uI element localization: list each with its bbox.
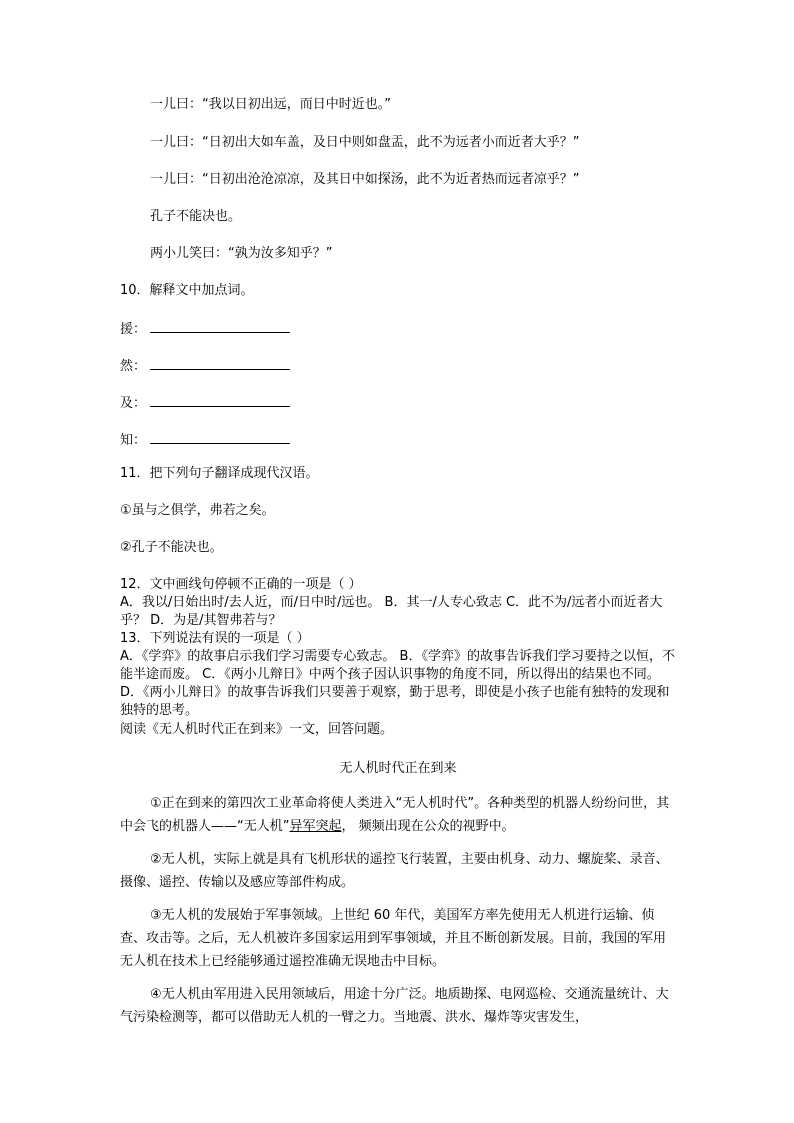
answer-label: 然：	[120, 359, 147, 374]
answer-line-2	[120, 355, 290, 376]
article-paragraph-4: ④无人机由军用进入民用领域后，用途十分广泛。地质勘探、电网巡检、交通流量统计、大气污染检测等，都可以借助无人机的一臂之力。当地震、洪水、爆炸等灾害发生，	[120, 987, 669, 1025]
reading-intro: 阅读《无人机时代正在到来》一文，回答问题。	[120, 722, 394, 737]
question-11-title: 11．把下列句子翻译成现代汉语。	[120, 466, 319, 481]
answer-label: 及：	[120, 396, 147, 411]
question-13-options: A．《学弈》的故事启示我们学习需要专心致志。 B．《学弈》的故事告诉我们学习要持之以恒，不能半途而废。 C．《两小儿辩日》中两个孩子因认识事物的角度不同，所以得出的结果也不同。 D．《两小儿辩日》的故事告诉我们只要善于观察，勤于思考，即使是小孩子也能有独特的发现和独特的思考。	[120, 649, 675, 718]
passage-line-5: 两小儿笑曰：“孰为汝多知乎？”	[150, 246, 333, 261]
answer-line-1	[120, 318, 290, 339]
question-10-title: 10．解释文中加点词。	[120, 283, 254, 298]
answer-label: 知：	[120, 433, 147, 448]
question-11-sentence-2: ②孔子不能决也。	[120, 540, 223, 555]
answer-blank[interactable]	[150, 318, 290, 333]
question-11-sentence-1: ①虽与之俱学，弗若之矣。	[120, 503, 275, 518]
passage-line-4: 孔子不能决也。	[150, 209, 242, 224]
paragraph-text: ， 频频出现在公众的视野中。	[341, 819, 515, 834]
article-paragraph-2: ②无人机，实际上就是具有飞机形状的遥控飞行装置，主要由机身、动力、螺旋桨、录音、摄像、遥控、传输以及感应等部件构成。	[120, 852, 669, 890]
answer-blank[interactable]	[150, 392, 290, 407]
answer-blank[interactable]	[150, 429, 290, 444]
question-13-title: 13．下列说法有误的一项是（ ）	[120, 631, 310, 646]
answer-line-3	[120, 392, 290, 413]
passage-line-1: 一儿曰：“我以日初出远，而日中时近也。”	[150, 97, 391, 112]
underlined-phrase: 异军突起	[289, 819, 342, 834]
paragraph-text: ①正在到来的第四次工业革命将使人类进入“无人机时代”。各种类型的机器人纷纷问世，其中会飞的机器人——“无人机”	[120, 796, 670, 834]
passage-line-2: 一儿曰：“日初出大如车盖，及日中则如盘盂，此不为远者小而近者大乎？”	[150, 135, 580, 150]
article-title: 无人机时代正在到来	[339, 761, 457, 776]
answer-blank[interactable]	[150, 355, 290, 370]
answer-line-4	[120, 429, 290, 450]
answer-label: 援：	[120, 322, 147, 337]
question-12-options: A．我以/日始出时/去人近，而/日中时/远也。 B．其一/人专心致志 C．此不为/远者小而近者大乎？ D．为是/其智弗若与？	[120, 595, 663, 628]
passage-line-3: 一儿曰：“日初出沧沧凉凉，及其日中如探汤，此不为近者热而远者凉乎？”	[150, 172, 580, 187]
article-paragraph-1	[120, 792, 676, 838]
article-paragraph-3: ③无人机的发展始于军事领域。上世纪 60 年代，美国军方率先使用无人机进行运输、侦查、攻击等。之后，无人机被许多国家运用到军事领域，并且不断创新发展。目前，我国的军用无人机在技术上已经能够通过遥控准确无误地击中目标。	[120, 908, 667, 969]
question-12-title: 12．文中画线句停顿不正确的一项是（ ）	[120, 577, 362, 592]
